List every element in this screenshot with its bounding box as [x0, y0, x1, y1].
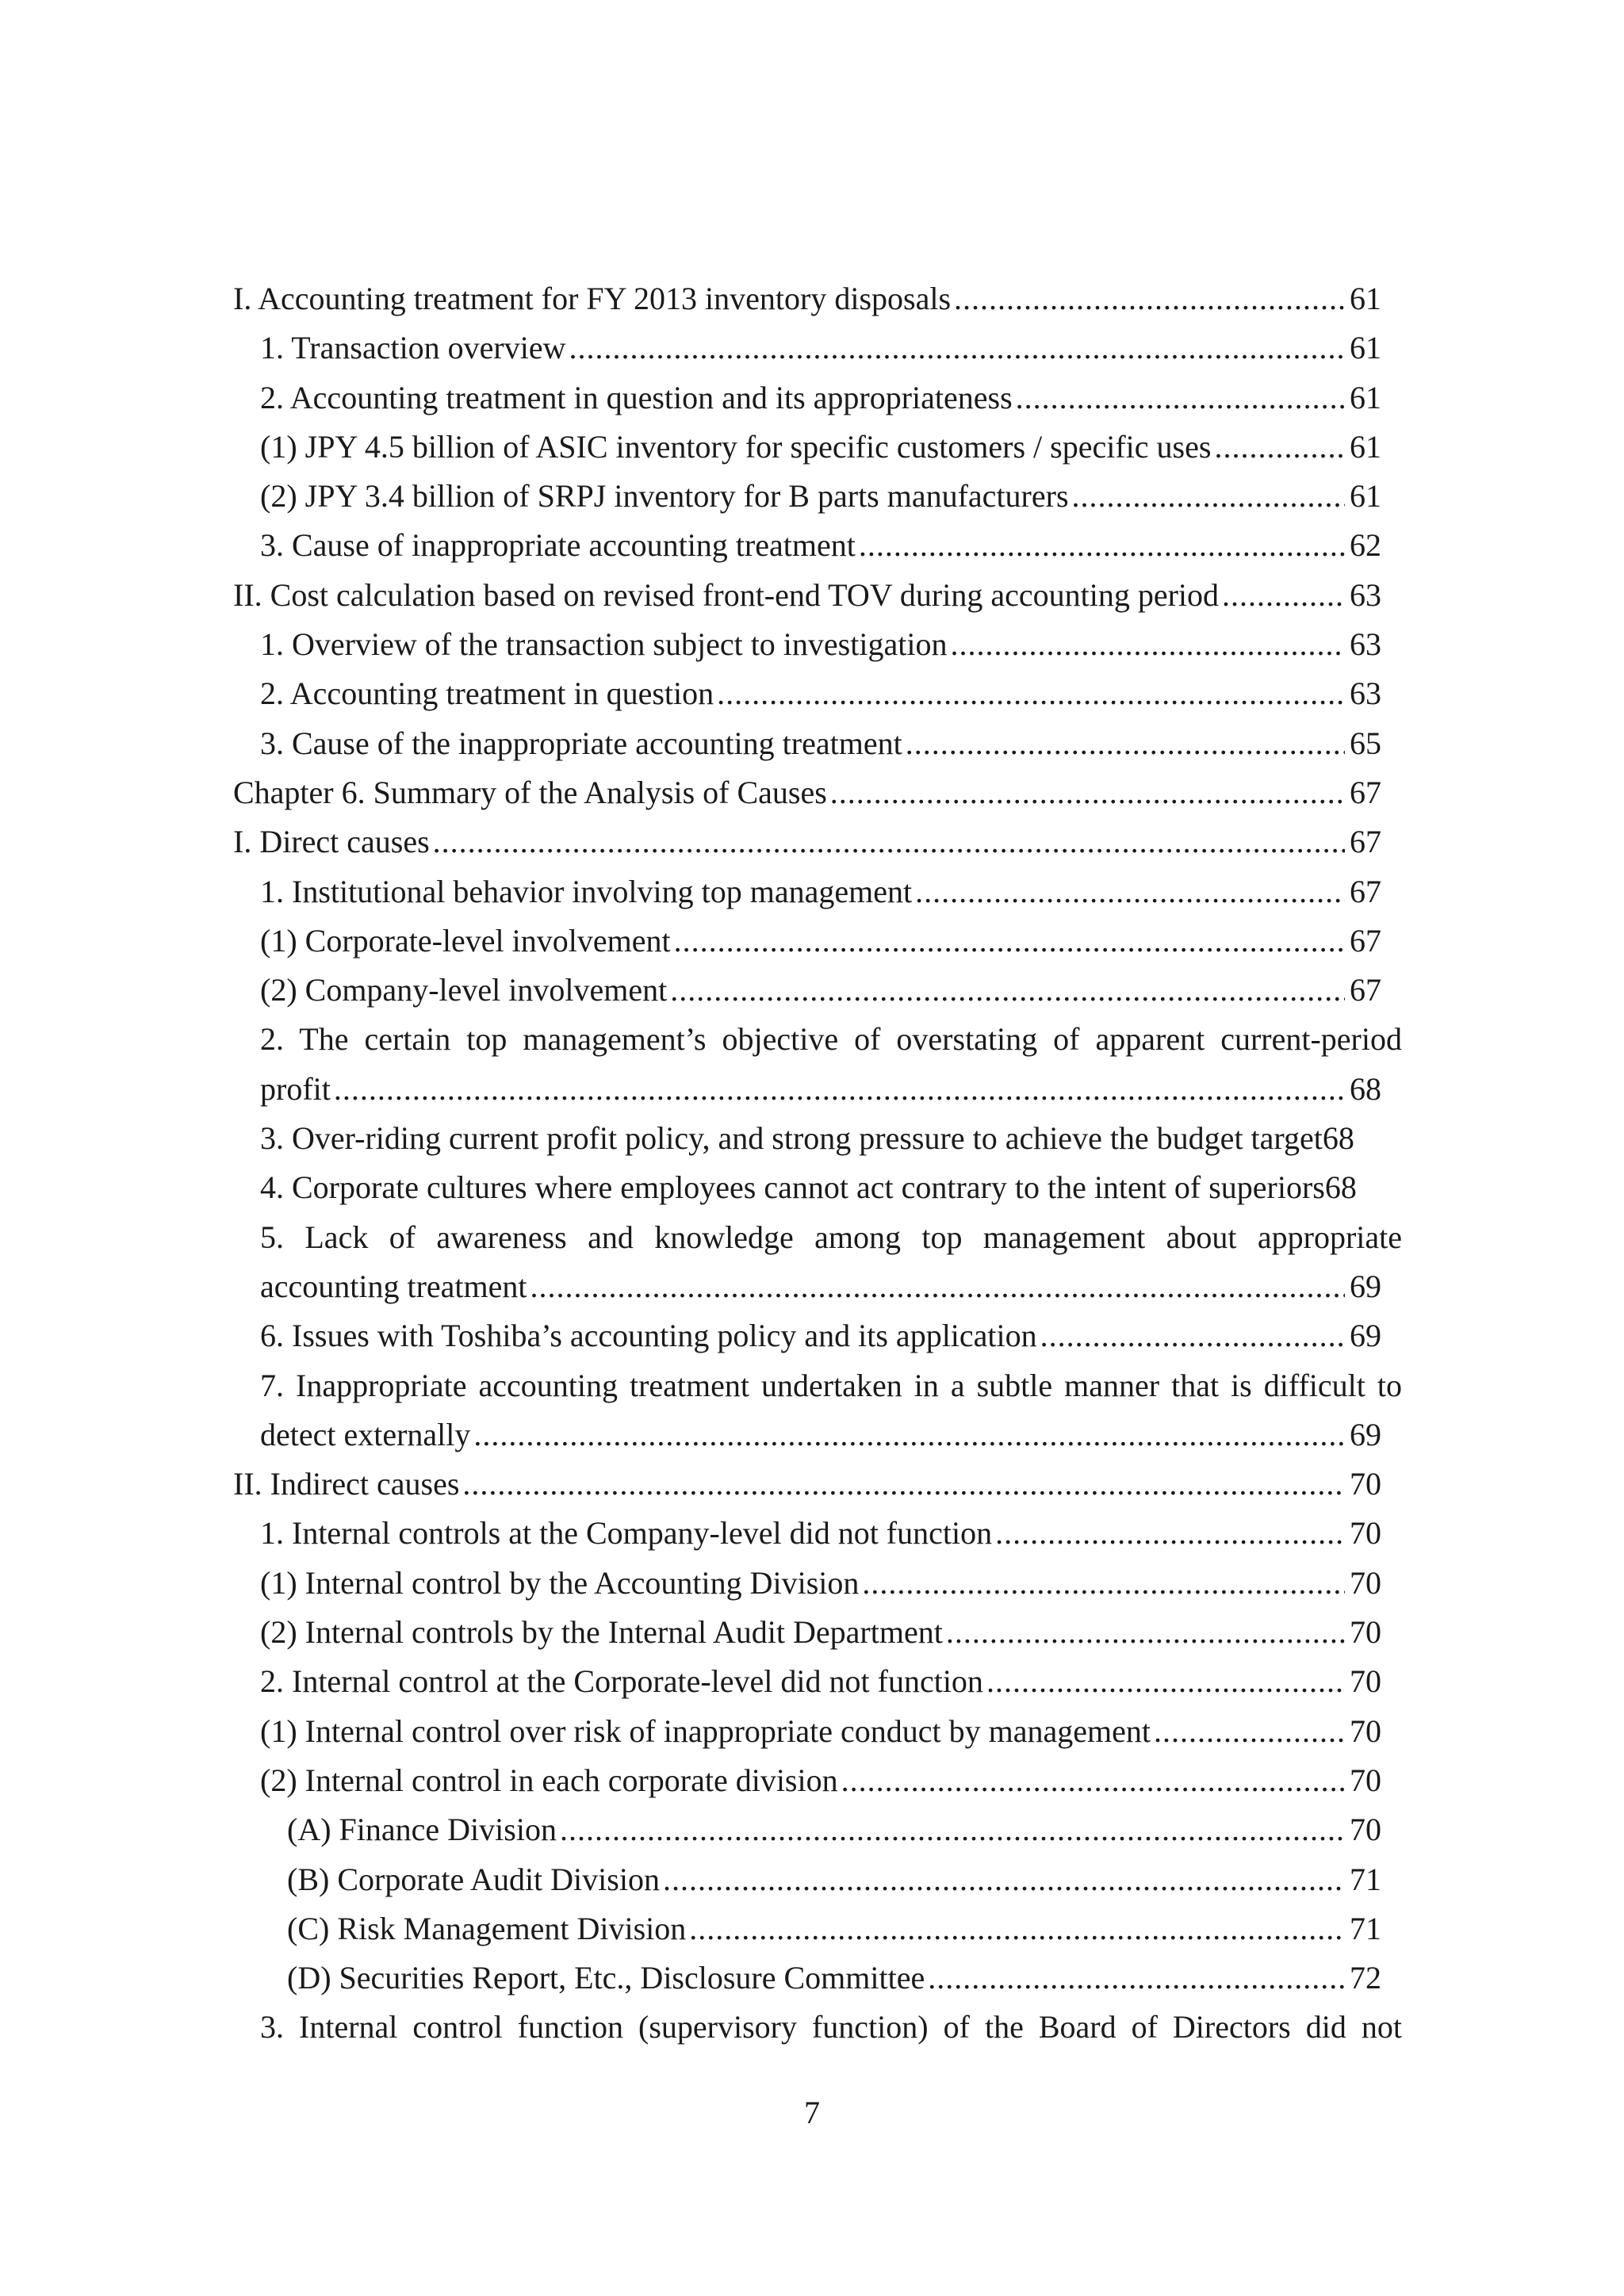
toc-leader-dots: [1072, 472, 1345, 521]
toc-entry-title: 1. Transaction overview: [260, 330, 566, 366]
toc-entry-title: 5. Lack of awareness and knowledge among top management about appropriate: [260, 1219, 1402, 1255]
toc-entry[interactable]: [233, 1460, 1402, 1509]
toc-leader-dots: [569, 323, 1345, 373]
toc-entry-page: 67: [1350, 774, 1381, 810]
toc-entry-title: 4. Corporate cultures where employees cannot act contrary to the intent of superiors: [260, 1169, 1325, 1206]
toc-leader-dots: [986, 1657, 1345, 1706]
toc-entry-title: (A) Finance Division: [287, 1812, 557, 1848]
toc-entry[interactable]: [233, 1015, 1402, 1114]
toc-entry-title: (2) Internal controls by the Internal Audit Department: [260, 1614, 943, 1651]
toc-entry-page: 69: [1350, 1318, 1381, 1354]
toc-entry-title-continued: accounting treatment: [260, 1268, 527, 1304]
toc-leader-dots: [954, 274, 1345, 323]
toc-leader-dots: [334, 1065, 1345, 1114]
toc-leader-dots: [859, 521, 1345, 570]
toc-entry[interactable]: [233, 1311, 1402, 1360]
toc-entry-page: 61: [1350, 478, 1381, 515]
toc-entry-page: 63: [1350, 626, 1381, 663]
toc-entry[interactable]: [233, 966, 1402, 1015]
toc-entry-page: 68: [1350, 1070, 1381, 1107]
toc-entry-page: 67: [1350, 824, 1381, 860]
toc-entry-title-continued: detect externally: [260, 1416, 471, 1452]
toc-leader-dots: [830, 768, 1345, 817]
toc-leader-dots: [950, 620, 1345, 669]
toc-entry-title: (2) JPY 3.4 billion of SRPJ inventory for B parts manufacturers: [260, 478, 1069, 515]
toc-entry-title: (1) JPY 4.5 billion of ASIC inventory for specific customers / specific uses: [260, 428, 1212, 465]
toc-leader-dots: [717, 669, 1345, 718]
toc-entry[interactable]: [233, 373, 1402, 423]
toc-leader-dots: [433, 817, 1345, 867]
toc-entry-page: 61: [1350, 330, 1381, 366]
toc-entry-title: (C) Risk Management Division: [287, 1910, 687, 1946]
toc-leader-dots: [841, 1756, 1345, 1805]
toc-entry[interactable]: [233, 1954, 1402, 2003]
toc-entry-page: 63: [1350, 675, 1381, 712]
toc-entry[interactable]: [233, 1361, 1402, 1460]
toc-leader-dots: [1214, 423, 1345, 472]
toc-entry[interactable]: [233, 1213, 1402, 1312]
toc-entry-title: II. Cost calculation based on revised front-end TOV during accounting period: [233, 576, 1220, 613]
toc-entry[interactable]: [233, 1707, 1402, 1756]
toc-entry-page: 72: [1350, 1960, 1381, 1996]
toc-entry-page: 71: [1350, 1861, 1381, 1897]
toc-entry-page: 70: [1350, 1762, 1381, 1798]
toc-entry[interactable]: [233, 323, 1402, 373]
toc-entry-title: 3. Cause of the inappropriate accounting treatment: [260, 725, 902, 761]
toc-entry[interactable]: [233, 1904, 1402, 1954]
toc-leader-dots: [915, 867, 1345, 916]
toc-leader-dots: [670, 966, 1345, 1015]
toc-entry[interactable]: [233, 521, 1402, 570]
toc-entry-title: I. Accounting treatment for FY 2013 inventory disposals: [233, 281, 952, 316]
toc-entry-page: 71: [1350, 1910, 1381, 1946]
toc-entry-page: 70: [1350, 1515, 1381, 1552]
toc-entry[interactable]: [233, 472, 1402, 521]
toc-entry-title: (1) Corporate-level involvement: [260, 922, 671, 959]
toc-entry-title: 3. Cause of inappropriate accounting treatment: [260, 527, 856, 564]
toc-leader-dots: [928, 1954, 1345, 2003]
toc-entry-title: 7. Inappropriate accounting treatment undertaken in a subtle manner that is difficult to: [260, 1367, 1402, 1403]
toc-leader-dots: [1016, 373, 1345, 423]
toc-entry-title: (2) Internal control in each corporate division: [260, 1762, 838, 1798]
toc-entry[interactable]: [233, 1509, 1402, 1558]
toc-leader-dots: [1040, 1311, 1345, 1360]
toc-entry[interactable]: [233, 1608, 1402, 1657]
toc-entry-title: 2. The certain top management’s objective of overstating of apparent current-period: [260, 1021, 1402, 1058]
toc-entry-page: 70: [1350, 1812, 1381, 1848]
toc-leader-dots: [560, 1805, 1345, 1854]
toc-leader-dots: [906, 719, 1345, 768]
toc-entry[interactable]: [233, 719, 1402, 768]
toc-entry-title: 3. Internal control function (supervisory function) of the Board of Directors did not: [260, 2009, 1402, 2045]
toc-leader-dots: [862, 1559, 1345, 1608]
toc-entry-title: (2) Company-level involvement: [260, 972, 668, 1008]
toc-entry-title: (1) Internal control over risk of inappropriate conduct by management: [260, 1712, 1151, 1749]
toc-entry[interactable]: [233, 274, 1402, 323]
toc-entry-title: 1. Internal controls at the Company-level did not function: [260, 1515, 993, 1552]
toc-entry-title: (1) Internal control by the Accounting Division: [260, 1564, 860, 1601]
toc-entry-page: 70: [1350, 1712, 1381, 1749]
toc-entry[interactable]: [233, 571, 1402, 620]
toc-leader-dots: [689, 1904, 1345, 1954]
toc-entry[interactable]: [233, 2003, 1402, 2052]
toc-entry-page: 69: [1350, 1268, 1381, 1304]
toc-entry-page: 65: [1350, 725, 1381, 761]
toc-entry-page: 61: [1350, 379, 1381, 415]
toc-entry[interactable]: [233, 1114, 1402, 1163]
toc-entry-title: 1. Institutional behavior involving top management: [260, 873, 913, 909]
toc-leader-dots: [663, 1855, 1345, 1904]
toc-entry[interactable]: [233, 817, 1402, 867]
toc-leader-dots: [1222, 571, 1345, 620]
toc-entry-page: 63: [1350, 576, 1381, 613]
toc-entry-page: 62: [1350, 527, 1381, 564]
toc-entry-page: 70: [1350, 1564, 1381, 1601]
toc-entry[interactable]: [233, 669, 1402, 718]
toc-entry-title: 2. Accounting treatment in question: [260, 675, 714, 712]
toc-entry[interactable]: [233, 1756, 1402, 1805]
toc-leader-dots: [995, 1509, 1345, 1558]
toc-entry-title: 2. Accounting treatment in question and its appropriateness: [260, 379, 1013, 415]
toc-entry-title: (D) Securities Report, Etc., Disclosure Committee: [287, 1960, 925, 1996]
toc-entry-page: 61: [1350, 428, 1381, 465]
toc-entry-title: II. Indirect causes: [233, 1466, 460, 1502]
toc-entry-page: 67: [1350, 972, 1381, 1008]
toc-entry[interactable]: [233, 867, 1402, 916]
toc-leader-dots: [674, 916, 1345, 966]
toc-leader-dots: [473, 1410, 1345, 1460]
toc-entry-title: 2. Internal control at the Corporate-level did not function: [260, 1663, 983, 1700]
toc-entry-title: (B) Corporate Audit Division: [287, 1861, 660, 1897]
toc-entry-page: 67: [1350, 922, 1381, 959]
toc-entry-title: 1. Overview of the transaction subject to investigation: [260, 626, 948, 663]
toc-entry[interactable]: [233, 1855, 1402, 1904]
toc-entry-title: 6. Issues with Toshiba’s accounting policy and its application: [260, 1318, 1037, 1354]
toc-entry-page: 69: [1350, 1416, 1381, 1452]
toc-entry-title: 3. Over-riding current profit policy, and strong pressure to achieve the budget target: [260, 1120, 1323, 1157]
toc-leader-dots: [530, 1262, 1345, 1311]
toc-entry[interactable]: [233, 620, 1402, 669]
toc-entry-title: I. Direct causes: [233, 824, 430, 860]
toc-entry-title-continued: profit: [260, 1070, 331, 1107]
toc-entry-page: 68: [1322, 1120, 1354, 1157]
toc-entry[interactable]: [233, 1559, 1402, 1608]
toc-entry-title: Chapter 6. Summary of the Analysis of Causes: [233, 774, 827, 810]
toc-entry-page: 67: [1350, 873, 1381, 909]
toc-entry[interactable]: [233, 1163, 1402, 1212]
toc-entry-page: 70: [1350, 1614, 1381, 1651]
page-number: 7: [804, 2095, 820, 2130]
toc-entry-page: 70: [1350, 1466, 1381, 1502]
toc-entry[interactable]: [233, 423, 1402, 472]
toc-leader-dots: [462, 1460, 1345, 1509]
toc-entry-page: 68: [1324, 1169, 1357, 1206]
toc-leader-dots: [1154, 1707, 1345, 1756]
toc-entry[interactable]: [233, 768, 1402, 817]
toc-leader-dots: [946, 1608, 1345, 1657]
toc-entry-page: 70: [1350, 1663, 1381, 1700]
toc-entry[interactable]: [233, 1805, 1402, 1854]
toc-entry[interactable]: [233, 916, 1402, 966]
toc-entry-page: 61: [1350, 281, 1381, 316]
table-of-contents: [233, 274, 1402, 2053]
toc-entry[interactable]: [233, 1657, 1402, 1706]
